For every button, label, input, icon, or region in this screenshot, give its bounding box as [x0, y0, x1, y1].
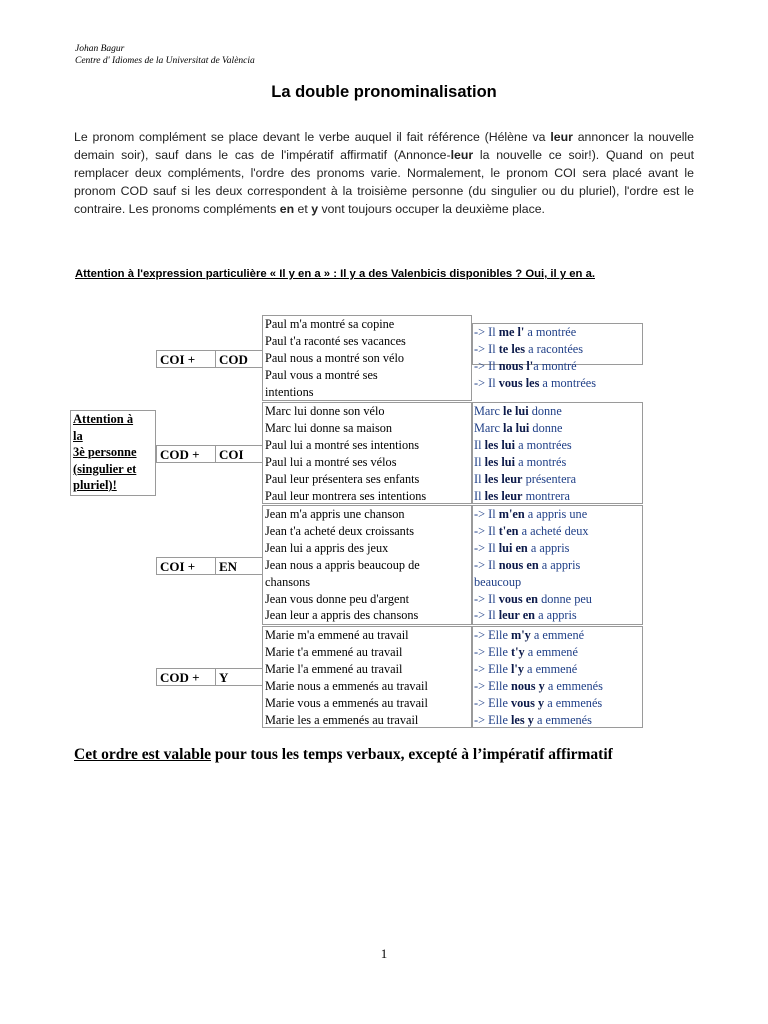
result-line: -> Elle vous y a emmenés — [474, 695, 603, 710]
result-line: -> Il vous en donne peu — [474, 591, 592, 606]
page-number: 1 — [380, 946, 388, 961]
group-label-right: Y — [215, 668, 263, 686]
intro-text-4: et — [294, 202, 312, 216]
example-sentence: Marie nous a emmenés au travail — [265, 678, 428, 693]
example-sentence: chansons — [265, 574, 311, 589]
results-cell — [472, 626, 643, 728]
example-sentence: Paul lui a montré ses intentions — [265, 437, 420, 452]
result-line: -> Il me l' a montrée — [474, 325, 577, 339]
result-line: -> Il nous l'a montré — [474, 358, 577, 373]
example-sentence: Jean lui a appris des jeux — [265, 540, 389, 555]
example-sentence: Jean nous a appris beaucoup de — [265, 557, 420, 572]
example-sentence: Jean m'a appris une chanson — [265, 507, 405, 521]
result-line: -> Il te les a racontées — [474, 341, 584, 356]
intro-bold-4: y — [311, 202, 319, 216]
examples-cell — [262, 402, 472, 504]
intro-text-2: annoncer la nouvelle demain soir), sauf dans le cas de l'impératif affirmatif (Annonce- — [74, 130, 694, 162]
results-cell — [472, 402, 643, 504]
result-line: -> Il t'en a acheté deux — [474, 523, 589, 538]
result-line: -> Elle t'y a emmené — [474, 644, 578, 659]
footer-rest: pour tous les temps verbaux, excepté à l’impératif affirmatif — [211, 746, 613, 763]
result-line: -> Elle l'y a emmené — [474, 661, 578, 676]
example-sentence: Paul nous a montré son vélo — [265, 350, 405, 365]
result-line: -> Il m'en a appris une — [474, 507, 588, 521]
result-line: -> Il nous en a appris — [474, 557, 581, 572]
example-sentence: Jean vous donne peu d'argent — [265, 591, 410, 606]
example-sentence: Paul t'a raconté ses vacances — [265, 333, 406, 348]
group-label-left: COD + — [156, 445, 216, 463]
result-line: Il les leur montrera — [474, 488, 570, 503]
result-line: Marc le lui donne — [474, 404, 562, 418]
note-line: 3è personne — [73, 445, 137, 459]
intro-paragraph — [74, 128, 694, 218]
note-line: (singulier et — [73, 461, 137, 476]
intro-bold-1: leur — [550, 130, 573, 144]
intro-text-5: vont toujours occuper la deuxième place. — [318, 202, 545, 216]
page-title: La double pronominalisation — [271, 83, 497, 101]
example-sentence: Paul vous a montré ses — [265, 367, 378, 382]
intro-text-3: la nouvelle ce soir!). Quand on peut remplacer deux compléments, l'ordre des pronoms varie. Normalement, le pronom COI sera placé avant le pronom COD sauf si les deux correspondent à la troisième personne (du singulier ou du pluriel), l'ordre est le contraire. Les pronoms compléments — [74, 148, 694, 216]
example-sentence: Paul leur montrera ses intentions — [265, 488, 427, 503]
group-label-right: COD — [215, 350, 263, 368]
examples-cell — [262, 505, 472, 625]
attention-line: Attention à l'expression particulière « Il y en a » : Il y a des Valenbicis disponibles ? Oui, il y en a. — [75, 268, 595, 280]
result-line: -> Elle nous y a emmenés — [474, 678, 603, 693]
example-sentence: Paul leur présentera ses enfants — [265, 471, 420, 486]
note-line: pluriel)! — [73, 478, 117, 492]
intro-bold-3: en — [279, 202, 295, 216]
result-line: -> Elle m'y a emmené — [474, 628, 585, 642]
result-line: -> Il lui en a appris — [474, 540, 570, 555]
example-sentence: Marie vous a emmenés au travail — [265, 695, 428, 710]
example-sentence: Marc lui donne son vélo — [265, 404, 385, 418]
intro-text-1: Le pronom complément se place devant le verbe auquel il fait référence (Hélène va — [74, 130, 551, 144]
third-person-note — [70, 410, 156, 496]
example-sentence: Marie l'a emmené au travail — [265, 661, 403, 676]
header-author-block — [75, 43, 255, 67]
note-line: la — [73, 428, 83, 443]
results-cell — [472, 505, 643, 625]
result-line: -> Il vous les a montrées — [474, 375, 597, 390]
example-sentence: Marc lui donne sa maison — [265, 420, 393, 435]
group-label-left: COD + — [156, 668, 216, 686]
group-label-left: COI + — [156, 557, 216, 575]
example-sentence: Jean leur a appris des chansons — [265, 608, 419, 623]
result-line: Il les lui a montrés — [474, 454, 567, 469]
example-sentence: intentions — [265, 384, 314, 399]
footer-underlined: Cet ordre est valable — [74, 746, 212, 763]
author-name: Johan Bagur — [75, 44, 125, 54]
note-line: Attention à — [73, 412, 134, 426]
group-label-left: COI + — [156, 350, 216, 368]
result-line: Il les leur présentera — [474, 471, 577, 486]
examples-cell — [262, 626, 472, 728]
example-sentence: Jean t'a acheté deux croissants — [265, 523, 415, 538]
result-line: -> Il leur en a appris — [474, 608, 577, 623]
example-sentence: Paul lui a montré ses vélos — [265, 454, 397, 469]
examples-cell — [262, 315, 472, 401]
result-line: Marc la lui donne — [474, 420, 563, 435]
group-label-right: COI — [215, 445, 263, 463]
example-sentence: Marie t'a emmené au travail — [265, 644, 403, 659]
footer-note — [74, 746, 613, 764]
example-sentence: Marie m'a emmené au travail — [265, 628, 409, 642]
example-sentence: Paul m'a montré sa copine — [265, 317, 395, 331]
institution-name: Centre d' Idiomes de la Universitat de València — [75, 56, 255, 66]
result-line: Il les lui a montrées — [474, 437, 572, 452]
result-line: -> Elle les y a emmenés — [474, 712, 592, 727]
intro-bold-2: leur — [450, 148, 474, 162]
results-cell — [472, 323, 643, 390]
example-sentence: Marie les a emmenés au travail — [265, 712, 419, 727]
group-label-right: EN — [215, 557, 263, 575]
result-line: beaucoup — [474, 574, 522, 589]
